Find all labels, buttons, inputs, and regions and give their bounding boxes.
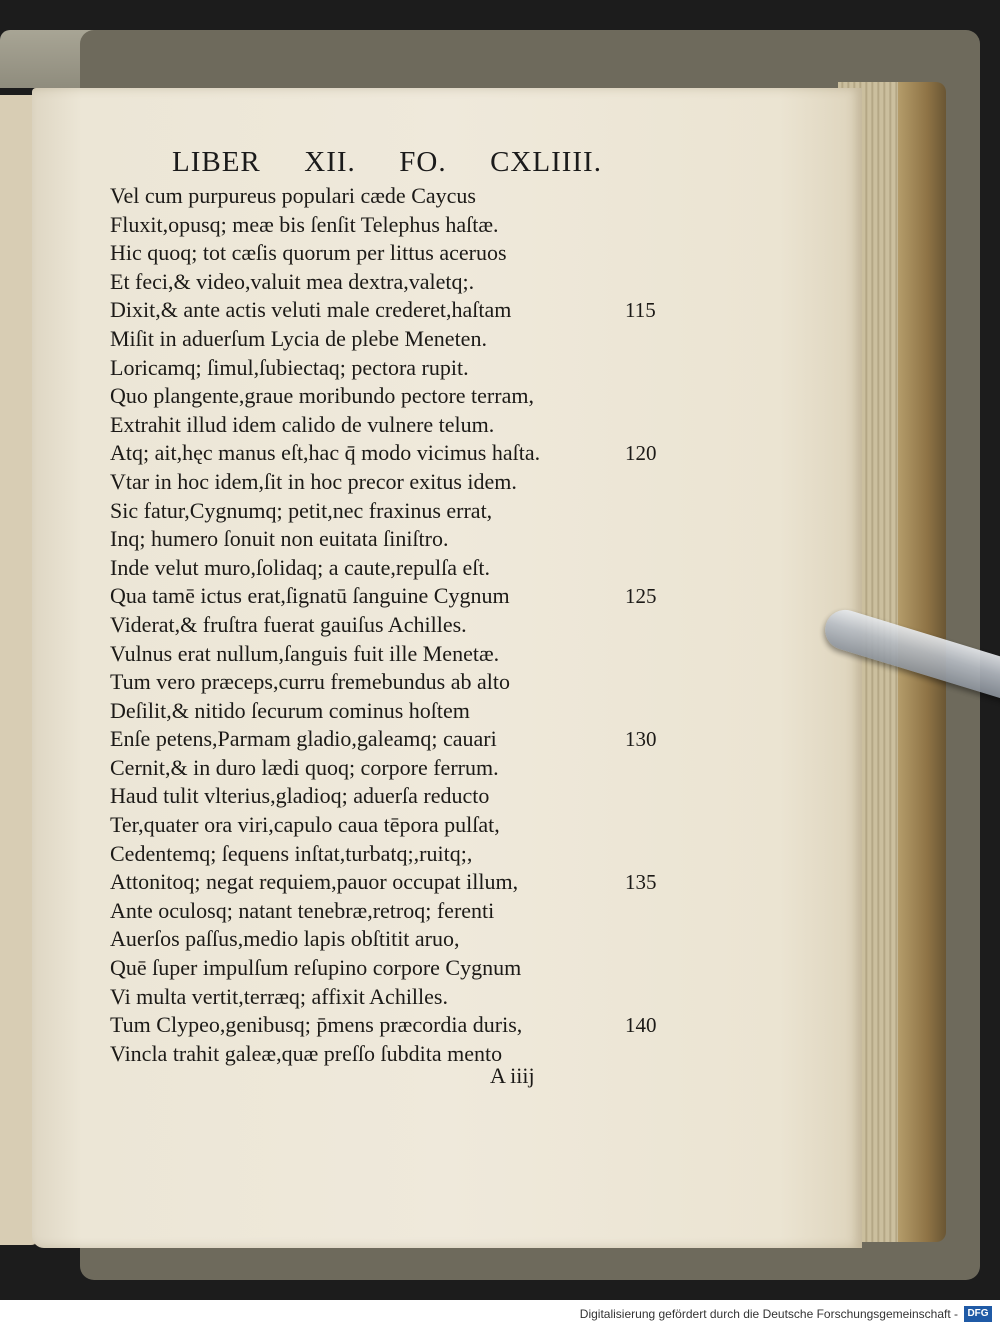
verse-text: Cernit,& in duro lædi quoq; corpore ferrum. (110, 754, 499, 780)
verse-text: Sic fatur,Cygnumq; petit,nec fraxinus errat, (110, 497, 493, 523)
verse-text: Deſilit,& nitido ſecurum cominus hoſtem (110, 697, 470, 723)
line-number: 125 (625, 584, 657, 609)
verse-line (110, 925, 670, 954)
verse-line (110, 211, 670, 240)
line-number: 120 (625, 441, 657, 466)
verse-text: Extrahit illud idem calido de vulnere telum. (110, 411, 495, 437)
verse-line (110, 439, 670, 468)
line-number: 115 (625, 298, 656, 323)
header-folio-number: CXLIIII. (490, 146, 602, 178)
verse-text: Inq; humero ſonuit non euitata ſiniſtro. (110, 526, 449, 552)
line-number: 130 (625, 727, 657, 752)
verse-text: Fluxit,opusq; meæ bis ſenſit Telephus haſtæ. (110, 211, 499, 237)
verse-text: Qua tamē ictus erat,ſignatū ſanguine Cygnum (110, 583, 510, 609)
verse-text: Loricamq; ſimul,ſubiectaq; pectora rupit. (110, 354, 469, 380)
verse-line (110, 668, 670, 697)
verse-text: Quo plangente,graue moribundo pectore terram, (110, 383, 534, 409)
verse-text: Auerſos paſſus,medio lapis obſtitit aruo, (110, 926, 460, 952)
verse-text: Vi multa vertit,terræq; affixit Achilles. (110, 983, 448, 1009)
line-number: 140 (625, 1013, 657, 1038)
verse-line (110, 640, 670, 669)
verse-text: Atq; ait,hęc manus eſt,hac q̄ modo vicimus haſta. (110, 440, 541, 466)
verse-text: Cedentemq; ſequens inſtat,turbatq;,ruitq;, (110, 840, 473, 866)
verse-text: Dixit,& ante actis veluti male crederet,haſtam (110, 297, 512, 323)
header-book-number: XII. (304, 146, 356, 178)
verse-line (110, 782, 670, 811)
verse-line (110, 611, 670, 640)
verse-text: Vincla trahit galeæ,quæ preſſo ſubdita mento (110, 1040, 503, 1066)
header-folio-label: FO. (399, 146, 447, 178)
verse-line (110, 411, 670, 440)
verse-text: Et feci,& video,valuit mea dextra,valetq;. (110, 268, 475, 294)
verse-line (110, 239, 670, 268)
verse-line (110, 1011, 670, 1040)
verse-line (110, 554, 670, 583)
verse-line (110, 525, 670, 554)
verse-text: Tum Clypeo,genibusq; p̄mens præcordia duris, (110, 1012, 523, 1038)
verse-text: Tum vero præceps,curru fremebundus ab alto (110, 669, 510, 695)
running-header (172, 146, 602, 182)
verse-text: Ante oculosq; natant tenebræ,retroq; ferenti (110, 897, 495, 923)
verse-text: Attonitoq; negat requiem,pauor occupat illum, (110, 869, 519, 895)
verse-line (110, 868, 670, 897)
verse-line (110, 897, 670, 926)
verse-line (110, 754, 670, 783)
verse-text: Viderat,& fruſtra fuerat gauiſus Achilles. (110, 611, 467, 637)
verse-block (110, 182, 670, 1068)
verse-line (110, 268, 670, 297)
verse-line (110, 954, 670, 983)
signature-mark: A iiij (490, 1063, 535, 1088)
verse-text: Hic quoq; tot cæſis quorum per littus aceruos (110, 240, 507, 266)
header-book: LIBER (172, 146, 261, 178)
verse-line (110, 697, 670, 726)
verse-text: Miſit in aduerſum Lycia de plebe Meneten. (110, 325, 487, 351)
verse-line (110, 354, 670, 383)
verse-line (110, 468, 670, 497)
verse-text: Vel cum purpureus populari cæde Caycus (110, 183, 476, 208)
digitization-credit: Digitalisierung gefördert durch die Deutsche Forschungsgemeinschaft - (579, 1306, 958, 1321)
verse-line (110, 182, 670, 211)
verse-line (110, 725, 670, 754)
verse-line (110, 497, 670, 526)
verse-text: Ter,quater ora viri,capulo caua tēpora pulſat, (110, 812, 500, 838)
verse-line (110, 983, 670, 1012)
verse-text: Quē ſuper impulſum reſupino corpore Cygnum (110, 955, 522, 981)
verse-text: Vulnus erat nullum,ſanguis fuit ille Menetæ. (110, 640, 500, 666)
verse-line (110, 1040, 670, 1069)
verse-line (110, 840, 670, 869)
verse-line (110, 296, 670, 325)
line-number: 135 (625, 870, 657, 895)
verse-line (110, 382, 670, 411)
verse-text: Vtar in hoc idem,ſit in hoc precor exitus idem. (110, 468, 517, 494)
verse-text: Haud tulit vlterius,gladioq; aduerſa reducto (110, 783, 490, 809)
verse-line (110, 811, 670, 840)
verse-line (110, 582, 670, 611)
verse-text: Inde velut muro,ſolidaq; a caute,repulſa eſt. (110, 554, 490, 580)
verse-text: Enſe petens,Parmam gladio,galeamq; cauari (110, 726, 497, 752)
footer-bar (0, 1300, 1000, 1327)
verse-line (110, 325, 670, 354)
dfg-logo-icon[interactable]: DFG (964, 1306, 992, 1322)
